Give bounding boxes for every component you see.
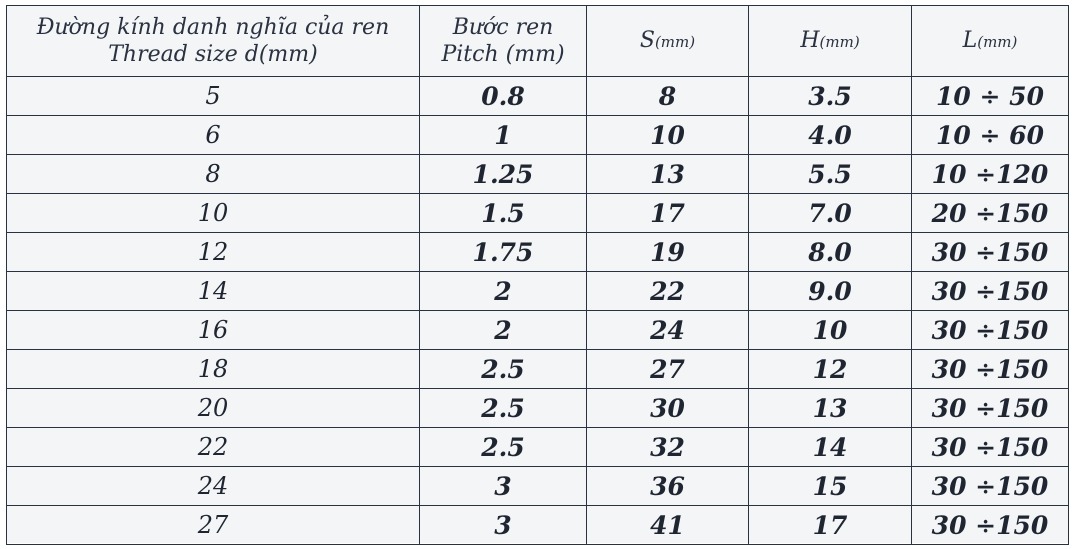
thread-spec-sheet	[6, 5, 1068, 543]
cell-thread-size: 14	[7, 272, 420, 311]
table-row	[7, 467, 1069, 506]
header-h-unit: (mm)	[819, 32, 860, 51]
header-pitch-vi: Bước ren	[452, 15, 554, 40]
cell-s: 36	[587, 467, 749, 506]
cell-thread-size: 12	[7, 233, 420, 272]
header-pitch-en: Pitch (mm)	[441, 42, 565, 67]
cell-h: 7.0	[749, 194, 912, 233]
table-row	[7, 233, 1069, 272]
cell-s: 41	[587, 506, 749, 545]
cell-l: 10 ÷120	[912, 155, 1069, 194]
cell-pitch: 2.5	[420, 428, 587, 467]
cell-thread-size: 27	[7, 506, 420, 545]
header-thread-size	[7, 6, 420, 77]
cell-s: 13	[587, 155, 749, 194]
cell-l: 20 ÷150	[912, 194, 1069, 233]
cell-s: 22	[587, 272, 749, 311]
header-thread-size-en: Thread size d(mm)	[108, 42, 318, 67]
cell-thread-size: 5	[7, 77, 420, 116]
cell-h: 15	[749, 467, 912, 506]
header-l-label: L	[962, 27, 978, 53]
cell-l: 30 ÷150	[912, 311, 1069, 350]
header-h-label: H	[800, 27, 820, 53]
cell-pitch: 2	[420, 311, 587, 350]
cell-l: 30 ÷150	[912, 272, 1069, 311]
cell-pitch: 2	[420, 272, 587, 311]
cell-thread-size: 20	[7, 389, 420, 428]
cell-l: 30 ÷150	[912, 350, 1069, 389]
header-s-label: S	[639, 27, 655, 53]
cell-h: 17	[749, 506, 912, 545]
header-row	[7, 6, 1069, 77]
cell-pitch: 2.5	[420, 350, 587, 389]
cell-s: 32	[587, 428, 749, 467]
cell-thread-size: 10	[7, 194, 420, 233]
table-row	[7, 311, 1069, 350]
table-row	[7, 194, 1069, 233]
header-s	[587, 6, 749, 77]
table-row	[7, 428, 1069, 467]
header-h	[749, 6, 912, 77]
table-row	[7, 389, 1069, 428]
header-l	[912, 6, 1069, 77]
cell-l: 10 ÷ 50	[912, 77, 1069, 116]
cell-thread-size: 16	[7, 311, 420, 350]
cell-thread-size: 6	[7, 116, 420, 155]
table-row	[7, 77, 1069, 116]
cell-s: 17	[587, 194, 749, 233]
cell-l: 30 ÷150	[912, 506, 1069, 545]
cell-pitch: 1.5	[420, 194, 587, 233]
cell-s: 30	[587, 389, 749, 428]
cell-s: 24	[587, 311, 749, 350]
table-row	[7, 155, 1069, 194]
table-row	[7, 272, 1069, 311]
cell-h: 10	[749, 311, 912, 350]
cell-l: 30 ÷150	[912, 233, 1069, 272]
cell-thread-size: 24	[7, 467, 420, 506]
cell-h: 14	[749, 428, 912, 467]
table-header	[7, 6, 1069, 77]
header-thread-size-vi: Đường kính danh nghĩa của ren	[36, 15, 390, 40]
cell-thread-size: 18	[7, 350, 420, 389]
cell-l: 30 ÷150	[912, 467, 1069, 506]
cell-h: 5.5	[749, 155, 912, 194]
table-body	[7, 77, 1069, 545]
cell-pitch: 0.8	[420, 77, 587, 116]
cell-h: 12	[749, 350, 912, 389]
cell-s: 19	[587, 233, 749, 272]
cell-thread-size: 8	[7, 155, 420, 194]
cell-h: 9.0	[749, 272, 912, 311]
header-l-unit: (mm)	[977, 32, 1018, 51]
cell-pitch: 1.25	[420, 155, 587, 194]
cell-s: 27	[587, 350, 749, 389]
table-row	[7, 506, 1069, 545]
cell-pitch: 2.5	[420, 389, 587, 428]
cell-s: 8	[587, 77, 749, 116]
cell-pitch: 3	[420, 467, 587, 506]
table-row	[7, 350, 1069, 389]
cell-l: 30 ÷150	[912, 428, 1069, 467]
cell-pitch: 1	[420, 116, 587, 155]
cell-h: 8.0	[749, 233, 912, 272]
table-row	[7, 116, 1069, 155]
cell-h: 3.5	[749, 77, 912, 116]
cell-h: 13	[749, 389, 912, 428]
cell-s: 10	[587, 116, 749, 155]
header-s-unit: (mm)	[654, 32, 696, 51]
cell-l: 10 ÷ 60	[912, 116, 1069, 155]
cell-pitch: 3	[420, 506, 587, 545]
cell-pitch: 1.75	[420, 233, 587, 272]
cell-l: 30 ÷150	[912, 389, 1069, 428]
thread-size-table	[6, 5, 1069, 545]
cell-thread-size: 22	[7, 428, 420, 467]
cell-h: 4.0	[749, 116, 912, 155]
header-pitch	[420, 6, 587, 77]
